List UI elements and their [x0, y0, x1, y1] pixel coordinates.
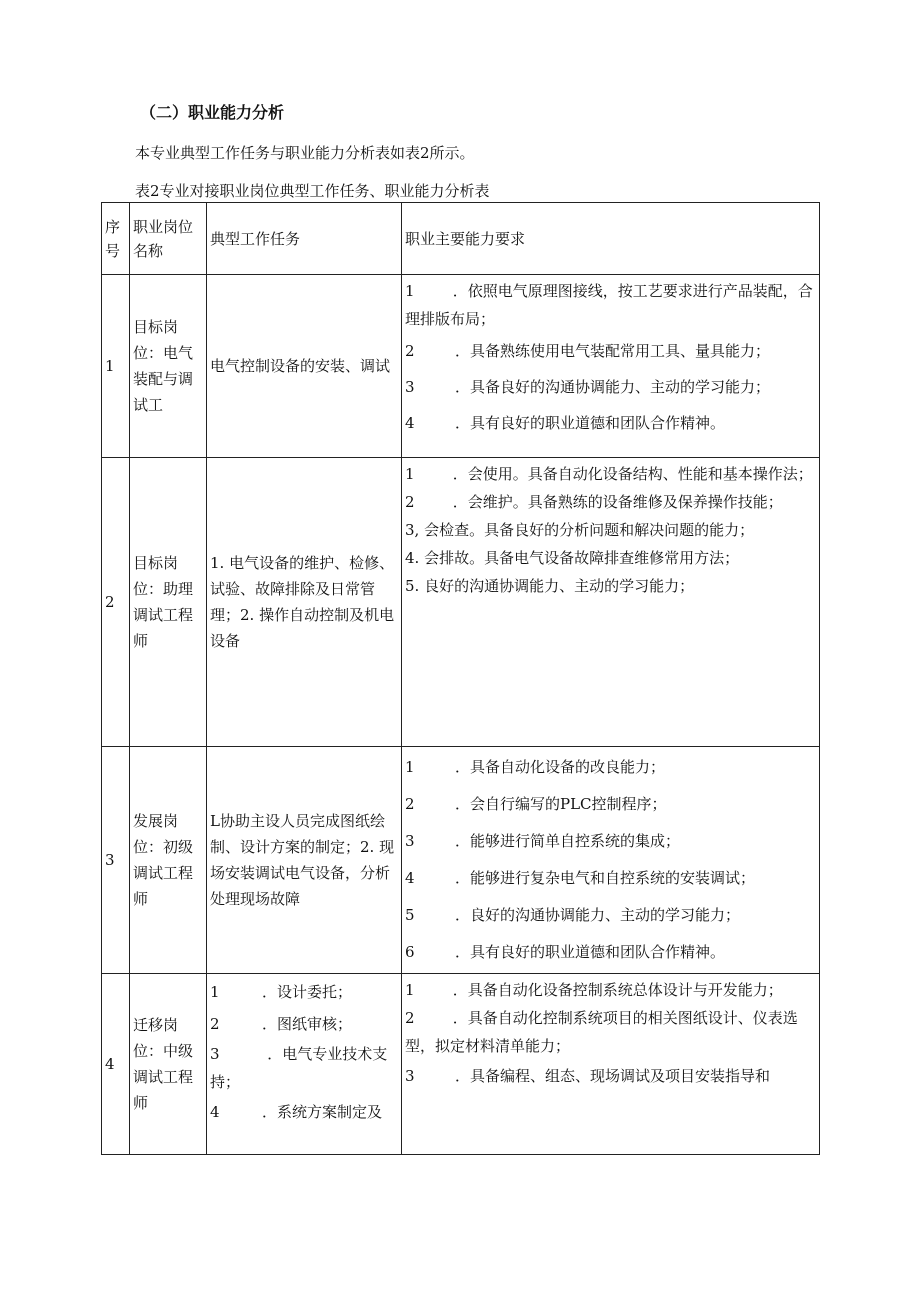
row-no: 3 [102, 747, 130, 974]
header-no: 序号 [102, 203, 130, 275]
ability-item: 1 ．依照电气原理图接线，按工艺要求进行产品装配，合理排版布局； [405, 282, 813, 328]
header-task: 典型工作任务 [207, 203, 402, 275]
task-item: 1 ．设计委托； [210, 983, 353, 1001]
row-job: 目标岗位：电气装配与调试工 [130, 275, 207, 458]
row-job: 发展岗位：初级调试工程师 [130, 747, 207, 974]
ability-item: 5. 良好的沟通协调能力、主动的学习能力； [405, 577, 695, 595]
ability-item: 4. 会排故。具备电气设备故障排查维修常用方法； [405, 549, 740, 567]
ability-item: 5 ．良好的沟通协调能力、主动的学习能力； [405, 906, 741, 924]
task-item: 3 ．电气专业技术支持； [210, 1045, 388, 1091]
row-abilities [402, 458, 820, 747]
row-job: 迁移岗位：中级调试工程师 [130, 974, 207, 1155]
ability-item: 2 ．具备自动化控制系统项目的相关图纸设计、仪表选型，拟定材料清单能力； [405, 1009, 798, 1055]
header-job: 职业岗位名称 [130, 203, 207, 275]
ability-item: 2 ．会维护。具备熟练的设备维修及保养操作技能； [405, 493, 783, 511]
row-no: 1 [102, 275, 130, 458]
ability-item: 3, 会检查。具备良好的分析问题和解决问题的能力； [405, 521, 755, 539]
row-job: 目标岗位：助理调试工程师 [130, 458, 207, 747]
table-header-row [102, 203, 820, 275]
task-item: 4 ．系统方案制定及 [210, 1103, 383, 1121]
ability-item: 1 ．具备自动化设备控制系统总体设计与开发能力； [405, 981, 783, 999]
row-tasks [207, 974, 402, 1155]
row-task: 电气控制设备的安装、调试 [207, 275, 402, 458]
row-no: 2 [102, 458, 130, 747]
ability-item: 3 ．能够进行简单自控系统的集成； [405, 832, 681, 850]
ability-analysis-table [101, 202, 820, 1155]
row-no: 4 [102, 974, 130, 1155]
ability-item: 1 ．具备自动化设备的改良能力； [405, 758, 666, 776]
ability-item: 2 ．具备熟练使用电气装配常用工具、量具能力； [405, 342, 771, 360]
row-abilities [402, 747, 820, 974]
intro-paragraph: 本专业典型工作任务与职业能力分析表如表2所示。 [135, 144, 475, 162]
ability-item: 3 ．具备良好的沟通协调能力、主动的学习能力； [405, 378, 771, 396]
ability-item: 4 ．能够进行复杂电气和自控系统的安装调试； [405, 869, 756, 887]
row-abilities [402, 974, 820, 1155]
ability-item: 1 ．会使用。具备自动化设备结构、性能和基本操作法； [405, 465, 813, 483]
task-item: 2 ．图纸审核； [210, 1015, 353, 1033]
row-abilities [402, 275, 820, 458]
table-row [102, 974, 820, 1155]
ability-item: 2 ．会自行编写的PLC控制程序； [405, 795, 667, 813]
table-caption: 表2专业对接职业岗位典型工作任务、职业能力分析表 [135, 182, 490, 200]
table-row [102, 275, 820, 458]
row-task: L协助主设人员完成图纸绘制、设计方案的制定；2. 现场安装调试电气设备，分析处理现场故障 [207, 747, 402, 974]
header-ability: 职业主要能力要求 [402, 203, 820, 275]
table-row [102, 747, 820, 974]
table-row [102, 458, 820, 747]
ability-item: 4 ．具有良好的职业道德和团队合作精神。 [405, 414, 726, 432]
ability-item: 3 ．具备编程、组态、现场调试及项目安装指导和 [405, 1067, 771, 1085]
ability-item: 6 ．具有良好的职业道德和团队合作精神。 [405, 943, 726, 961]
section-heading: （二）职业能力分析 [140, 103, 285, 122]
row-task: 1. 电气设备的维护、检修、试验、故障排除及日常管理；2. 操作自动控制及机电设备 [207, 458, 402, 747]
